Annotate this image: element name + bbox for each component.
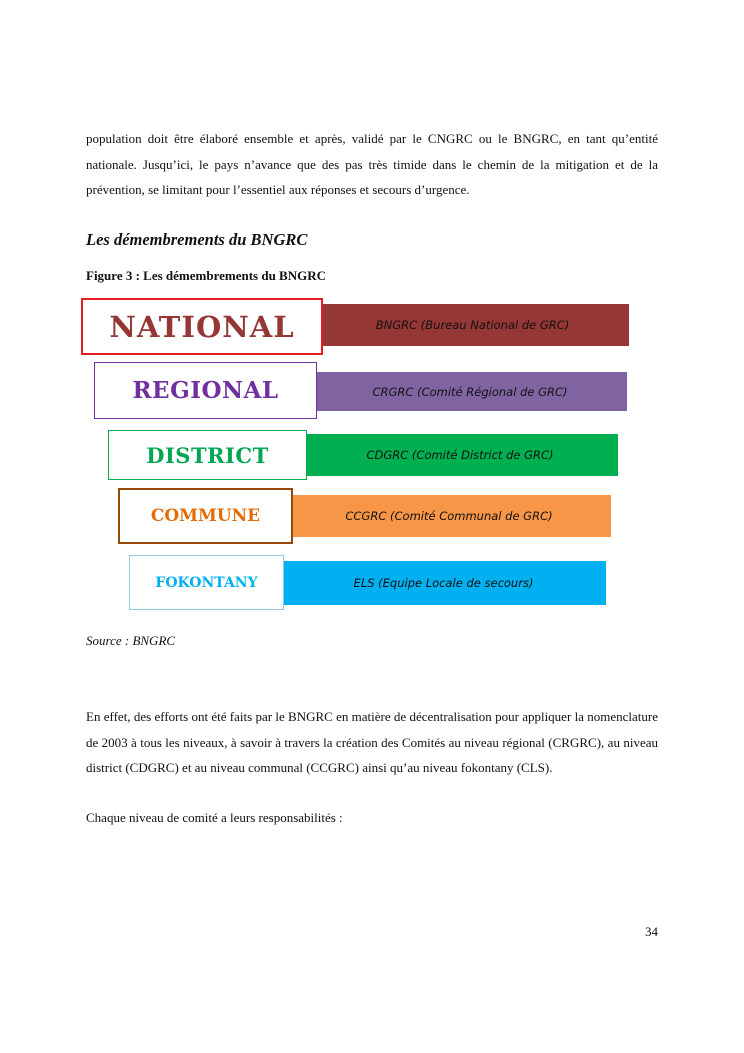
org-bar-fokontany [281,561,606,605]
level-box-fokontany [129,555,284,610]
body-paragraph: En effet, des efforts ont été faits par le BNGRC en matière de décentralisation pour appliquer la nomenclature de 2003 à tous les niveaux, à savoir à travers la création des Comités au niveau régional (CRGRC), au niveau district (CDGRC) et au niveau communal (CCGRC) ainsi qu’au niveau fokontany (CLS). [86,709,658,775]
closing-line: Chaque niveau de comité a leurs responsabilités : [86,810,343,825]
level-label-national: NATIONAL [109,309,295,344]
level-box-national [81,298,323,355]
level-box-district [108,430,307,480]
org-label-fokontany: ELS (Equipe Locale de secours) [353,576,534,590]
section-heading: Les démembrements du BNGRC [86,230,308,249]
org-label-national: BNGRC (Bureau National de GRC) [375,318,570,332]
level-label-regional: REGIONAL [132,377,279,404]
figure-caption: Figure 3 : Les démembrements du BNGRC [86,268,327,283]
org-label-regional: CRGRC (Comité Régional de GRC) [372,384,568,399]
level-label-fokontany: FOKONTANY [155,574,258,591]
org-bar-regional [313,372,627,411]
level-box-commune [118,488,293,544]
org-bar-commune [287,495,611,537]
figure-source: Source : BNGRC [86,633,176,648]
intro-paragraph: population doit être élaboré ensemble et après, validé par le CNGRC ou le BNGRC, en tant qu’entité nationale. Jusqu’ici, le pays n’avance que des pas très timide dans le chemin de la mitigation et de la prévention, se limitant pour l’essentiel aux réponses et secours d’urgence. [86,131,658,197]
level-label-commune: COMMUNE [150,506,261,526]
org-label-commune: CCGRC (Comité Communal de GRC) [345,509,553,523]
page-number: 34 [645,924,658,939]
org-label-district: CDGRC (Comité District de GRC) [366,448,554,462]
org-bar-district [302,434,618,476]
level-box-regional [94,362,317,419]
level-label-district: DISTRICT [146,442,269,468]
org-bar-national [316,304,629,346]
